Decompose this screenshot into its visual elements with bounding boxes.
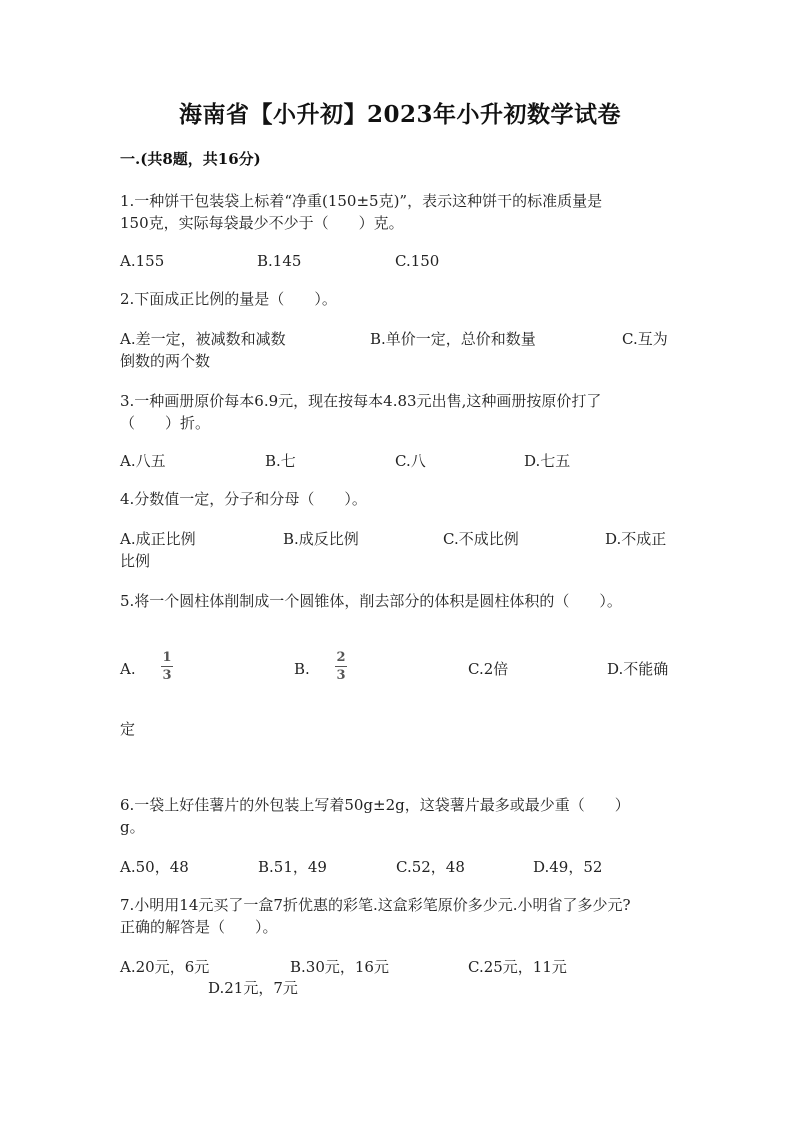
q4-line1: 4.分数值一定，分子和分母（ ）。	[120, 490, 367, 508]
q2-option-a[interactable]: A.差一定，被减数和减数	[120, 330, 286, 348]
q5-option-b[interactable]	[294, 658, 310, 680]
q2-option-c[interactable]: C.互为	[622, 330, 668, 348]
section-heading: 一.(共8题，共16分)	[120, 150, 261, 168]
q3-option-a[interactable]: A.八五	[120, 452, 166, 470]
q5-option-a-fraction	[161, 650, 173, 683]
q7-option-d[interactable]: D.21元，7元	[208, 979, 298, 997]
q5-option-a-label: A.	[120, 660, 136, 678]
q6-line2: g。	[120, 818, 145, 836]
q4-option-a[interactable]: A.成正比例	[120, 530, 196, 548]
q5-option-c[interactable]: C.2倍	[468, 660, 509, 678]
q7-line1: 7.小明用14元买了一盒7折优惠的彩笔.这盒彩笔原价多少元.小明省了多少元?	[120, 896, 631, 914]
q6-option-a[interactable]: A.50，48	[120, 858, 189, 876]
q2-option-b[interactable]: B.单价一定，总价和数量	[370, 330, 536, 348]
q7-option-b[interactable]: B.30元，16元	[290, 958, 389, 976]
q3-option-d[interactable]: D.七五	[524, 452, 571, 470]
q6-line1: 6.一袋上好佳薯片的外包装上写着50g±2g，这袋薯片最多或最少重（ ）	[120, 796, 630, 814]
q4-option-c[interactable]: C.不成比例	[443, 530, 519, 548]
q4-option-d-wrap: 比例	[120, 552, 151, 570]
q6-option-b[interactable]: B.51，49	[258, 858, 327, 876]
q5-option-b-fraction	[335, 650, 347, 683]
q7-line2: 正确的解答是（ ）。	[120, 918, 278, 936]
q6-option-d[interactable]: D.49，52	[533, 858, 603, 876]
q1-option-b[interactable]: B.145	[257, 252, 302, 270]
q5-option-a[interactable]	[120, 658, 136, 680]
q7-option-a[interactable]: A.20元，6元	[120, 958, 210, 976]
fraction-denominator: 3	[162, 668, 172, 683]
fraction-denominator: 3	[336, 668, 346, 683]
q3-line2: （ ）折。	[120, 414, 211, 432]
fraction-numerator: 2	[336, 650, 346, 665]
q3-option-b[interactable]: B.七	[265, 452, 296, 470]
q2-line1: 2.下面成正比例的量是（ ）。	[120, 290, 337, 308]
q7-option-c[interactable]: C.25元，11元	[468, 958, 567, 976]
q5-option-b-label: B.	[294, 660, 310, 678]
q1-option-c[interactable]: C.150	[395, 252, 440, 270]
q2-option-c-wrap: 倒数的两个数	[120, 352, 211, 370]
q1-option-a[interactable]: A.155	[120, 252, 165, 270]
q6-option-c[interactable]: C.52，48	[396, 858, 465, 876]
q3-option-c[interactable]: C.八	[395, 452, 426, 470]
q5-option-d-wrap: 定	[120, 720, 136, 738]
fraction-numerator: 1	[162, 650, 172, 665]
q5-line1: 5.将一个圆柱体削制成一个圆锥体，削去部分的体积是圆柱体积的（ ）。	[120, 592, 622, 610]
q5-option-d[interactable]: D.不能确	[607, 660, 669, 678]
q3-line1: 3.一种画册原价每本6.9元，现在按每本4.83元出售,这种画册按原价打了	[120, 392, 602, 410]
q4-option-b[interactable]: B.成反比例	[283, 530, 359, 548]
q4-option-d[interactable]: D.不成正	[605, 530, 667, 548]
page-title: 海南省【小升初】2023年小升初数学试卷	[178, 101, 621, 128]
fraction-bar	[161, 666, 173, 667]
fraction-bar	[335, 666, 347, 667]
q1-line1: 1.一种饼干包装袋上标着“净重(150±5克)”，表示这种饼干的标准质量是	[120, 192, 603, 210]
q1-line2: 150克，实际每袋最少不少于（ ）克。	[120, 214, 404, 232]
